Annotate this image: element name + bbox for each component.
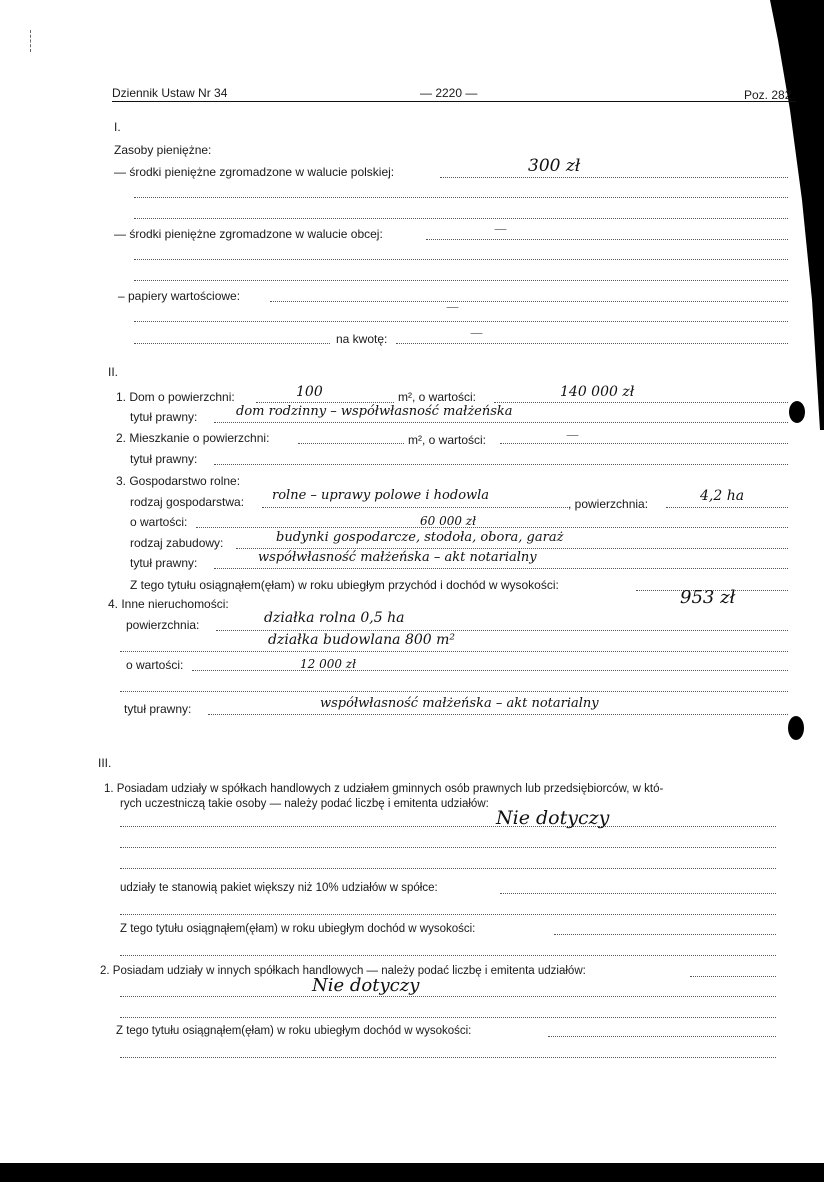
flat-unit-label: m², o wartości: bbox=[408, 433, 487, 447]
income2-line bbox=[548, 1036, 776, 1037]
flat-value: — bbox=[566, 428, 579, 443]
punch-hole-top bbox=[789, 401, 805, 423]
income1-line-2 bbox=[120, 955, 776, 956]
section-ii-numeral: II. bbox=[108, 365, 119, 379]
shares-line-2 bbox=[120, 847, 776, 848]
house-area-line bbox=[256, 402, 394, 403]
securities-amount-value: — bbox=[470, 326, 483, 341]
farm-title-line bbox=[214, 568, 788, 569]
farm-buildings-line bbox=[236, 548, 788, 549]
packet-label: udziały te stanowią pakiet większy niż 10% udziałów w spółce: bbox=[120, 882, 438, 894]
house-unit-label: m², o wartości: bbox=[398, 390, 477, 404]
punch-hole-bottom bbox=[788, 716, 804, 740]
securities-line bbox=[270, 301, 788, 302]
foreign-funds-value: — bbox=[494, 222, 507, 237]
house-title-line bbox=[214, 422, 788, 423]
pln-funds-value: 300 zł bbox=[528, 156, 581, 176]
pln-funds-line bbox=[440, 177, 788, 178]
pln-funds-label: — środki pieniężne zgromadzone w walucie polskiej: bbox=[114, 165, 395, 179]
farm-value-label: o wartości: bbox=[130, 515, 188, 529]
foreign-funds-label: — środki pieniężne zgromadzone w walucie obcej: bbox=[114, 227, 383, 241]
securities-amount-line bbox=[396, 343, 788, 344]
farm-buildings-value: budynki gospodarcze, stodoła, obora, garaż bbox=[276, 530, 564, 545]
flat-title-line bbox=[214, 464, 788, 465]
flat-title-label: tytuł prawny: bbox=[130, 452, 198, 466]
income1-label: Z tego tytułu osiągnąłem(ęłam) w roku ubiegłym dochód w wysokości: bbox=[120, 923, 476, 935]
header-journal: Dziennik Ustaw Nr 34 bbox=[112, 86, 228, 100]
other-value: 12 000 zł bbox=[300, 657, 357, 671]
section-i-title: Zasoby pieniężne: bbox=[114, 143, 212, 157]
shares-text-line-2: rych uczestniczą takie osoby — należy podać liczbę i emitenta udziałów: bbox=[120, 798, 489, 810]
other-value-line bbox=[192, 670, 788, 671]
farm-area-line bbox=[666, 507, 788, 508]
house-label: 1. Dom o powierzchni: bbox=[116, 390, 235, 404]
other-area-line bbox=[216, 630, 788, 631]
farm-label: 3. Gospodarstwo rolne: bbox=[116, 474, 241, 488]
other-area-value-2: działka budowlana 800 m² bbox=[268, 632, 456, 648]
flat-area-line bbox=[298, 443, 404, 444]
farm-buildings-label: rodzaj zabudowy: bbox=[130, 536, 224, 550]
house-title-label: tytuł prawny: bbox=[130, 410, 198, 424]
securities-value: — bbox=[446, 300, 459, 315]
income2-label: Z tego tytułu osiągnąłem(ęłam) w roku ubiegłym dochód w wysokości: bbox=[116, 1025, 472, 1037]
shares-text-line-1: 1. Posiadam udziały w spółkach handlowych z udziałem gminnych osób prawnych lub przedsiębiorców, w któ- bbox=[104, 783, 664, 795]
farm-title-value: współwłasność małżeńska – akt notarialny bbox=[258, 550, 537, 565]
other-shares-label: 2. Posiadam udziały w innych spółkach handlowych — należy podać liczbę i emitenta udziałów: bbox=[100, 965, 586, 977]
packet-line-2 bbox=[120, 914, 776, 915]
other-property-label: 4. Inne nieruchomości: bbox=[108, 597, 229, 611]
other-value-label: o wartości: bbox=[126, 658, 184, 672]
scan-dash-mark bbox=[30, 30, 31, 52]
foreign-funds-line-2 bbox=[134, 259, 788, 260]
shares-line-3 bbox=[120, 868, 776, 869]
other-value-line-2 bbox=[120, 691, 788, 692]
farm-area-label: , powierzchnia: bbox=[568, 497, 649, 511]
pln-funds-line-2 bbox=[134, 197, 788, 198]
shares-answer: Nie dotyczy bbox=[496, 807, 610, 829]
farm-title-label: tytuł prawny: bbox=[130, 556, 198, 570]
header-page-number: — 2220 — bbox=[420, 86, 478, 100]
foreign-funds-line-3 bbox=[134, 280, 788, 281]
farm-value-line bbox=[196, 527, 788, 528]
other-shares-answer: Nie dotyczy bbox=[312, 975, 420, 996]
other-title-line bbox=[208, 714, 788, 715]
shares-line-1 bbox=[120, 826, 776, 827]
house-value-line bbox=[494, 402, 788, 403]
farm-type-line bbox=[262, 507, 570, 508]
securities-label: – papiery wartościowe: bbox=[118, 289, 241, 303]
header-position: Poz. 282 bbox=[744, 88, 792, 102]
other-area-label: powierzchnia: bbox=[126, 618, 200, 632]
farm-area-value: 4,2 ha bbox=[700, 488, 745, 504]
other-title-value: współwłasność małżeńska – akt notarialny bbox=[320, 696, 599, 711]
scan-bottom-edge bbox=[0, 1163, 824, 1182]
farm-value: 60 000 zł bbox=[420, 514, 477, 528]
foreign-funds-line bbox=[426, 239, 788, 240]
header-rule bbox=[112, 101, 796, 102]
house-title-value: dom rodzinny – współwłasność małżeńska bbox=[236, 404, 513, 419]
other-shares-line-2 bbox=[120, 996, 776, 997]
house-area-value: 100 bbox=[296, 384, 323, 400]
pln-funds-line-3 bbox=[134, 218, 788, 219]
farm-income-value: 953 zł bbox=[680, 587, 736, 608]
income1-line bbox=[554, 934, 776, 935]
other-shares-line-3 bbox=[120, 1017, 776, 1018]
securities-line-3 bbox=[134, 343, 330, 344]
flat-label: 2. Mieszkanie o powierzchni: bbox=[116, 431, 270, 445]
house-value: 140 000 zł bbox=[560, 384, 635, 400]
other-area-line-2 bbox=[120, 651, 788, 652]
income2-line-2 bbox=[120, 1057, 776, 1058]
securities-line-2 bbox=[134, 321, 788, 322]
other-area-value-1: działka rolna 0,5 ha bbox=[264, 610, 405, 626]
section-iii-numeral: III. bbox=[98, 756, 112, 770]
section-i-numeral: I. bbox=[114, 120, 121, 134]
other-title-label: tytuł prawny: bbox=[124, 702, 192, 716]
farm-income-label: Z tego tytułu osiągnąłem(ęłam) w roku ubiegłym przychód i dochód w wysokości: bbox=[130, 578, 559, 592]
packet-line bbox=[500, 893, 776, 894]
farm-type-label: rodzaj gospodarstwa: bbox=[130, 495, 245, 509]
scan-edge-shadow bbox=[764, 0, 824, 430]
securities-amount-label: na kwotę: bbox=[336, 332, 388, 346]
farm-type-value: rolne – uprawy polowe i hodowla bbox=[272, 488, 490, 503]
flat-value-line bbox=[500, 443, 788, 444]
other-shares-line bbox=[690, 976, 776, 977]
